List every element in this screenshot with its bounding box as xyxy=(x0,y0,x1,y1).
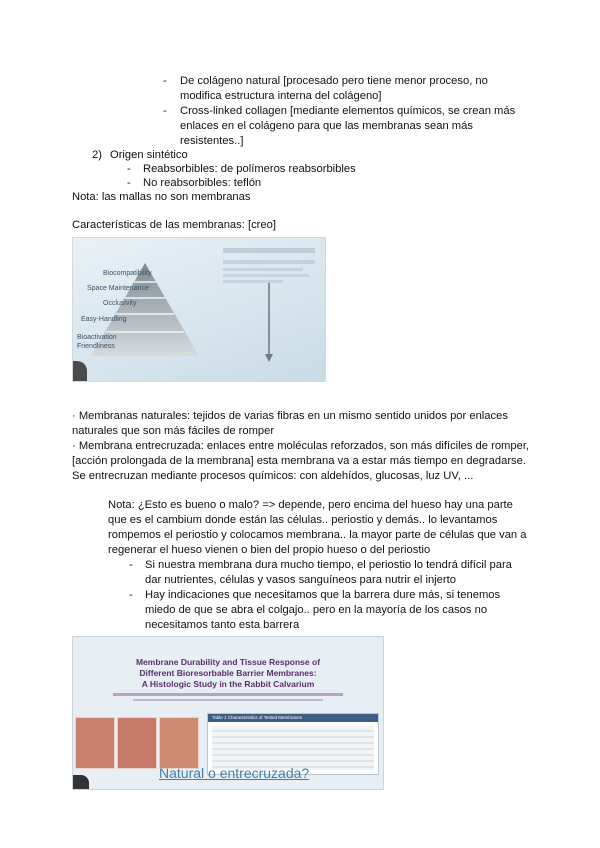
paragraph-text: Se entrecruzan mediante procesos químicos: con aldehídos, glucosas, luz UV, ... xyxy=(72,470,474,482)
bullet-text: No reabsorbibles: teflón xyxy=(143,177,262,189)
paragraph-text: [acción prolongada de la membrana] esta membrana va a estar más tiempo en degradarse. xyxy=(72,455,526,467)
slide-title-line: Membrane Durability and Tissue Response of xyxy=(135,657,321,667)
slide-caption: Natural o entrecruzada? xyxy=(159,765,310,781)
pyramid-label: Space Maintenance xyxy=(87,285,149,292)
author-line xyxy=(113,693,343,696)
silhouette-shape xyxy=(73,361,87,381)
table-header: Table 1 Characteristics of Tested Membranes xyxy=(208,714,378,722)
slide-title-line: Different Bioresorbable Barrier Membranes: xyxy=(139,668,317,678)
bullet-text: necesitamos tanto esta barrera xyxy=(145,619,300,631)
pyramid-figure xyxy=(73,238,325,381)
author-line xyxy=(133,699,323,701)
paragraph-heading: Características de las membranas: [creo] xyxy=(72,219,276,231)
bullet-text: resistentes..] xyxy=(180,135,244,147)
paragraph-text: · Membranas naturales: tejidos de varias fibras en un mismo sentido unidos por enlaces xyxy=(72,410,508,422)
section-heading: Origen sintético xyxy=(110,149,188,161)
dash-marker: - xyxy=(127,163,131,175)
pyramid-label: Friendliness xyxy=(77,343,115,350)
dash-marker: - xyxy=(129,589,133,601)
note-text: Nota: las mallas no son membranas xyxy=(72,191,251,203)
slide-title-line: A Histologic Study in the Rabbit Calvarium xyxy=(141,679,315,689)
study-slide-image xyxy=(72,636,384,790)
dash-marker: - xyxy=(127,177,131,189)
dash-marker: - xyxy=(163,75,167,87)
pyramid-slide-image xyxy=(72,237,326,382)
bullet-text: dar nutrientes, células y vasos sanguíneos para nutrir el injerto xyxy=(145,574,456,586)
paragraph-text: · Membrana entrecruzada: enlaces entre moléculas reforzados, son más difíciles de romper, xyxy=(72,440,530,452)
bullet-text: miedo de que se abra el colgajo.. pero en la mayoría de los casos no xyxy=(145,604,488,616)
bullet-text: enlaces en el colágeno para que las membranas sean más xyxy=(180,120,473,132)
dash-marker: - xyxy=(163,105,167,117)
note-text: rompemos el periostio y colocamos membrana.. la mayor parte de células que van a xyxy=(108,529,527,541)
table-rows xyxy=(212,726,374,770)
bullet-text: Cross-linked collagen [mediante elementos químicos, se crean más xyxy=(180,105,516,117)
paragraph-text: naturales que son más fáciles de romper xyxy=(72,425,275,437)
list-number: 2) xyxy=(92,149,102,161)
dash-marker: - xyxy=(129,559,133,571)
note-text: Nota: ¿Esto es bueno o malo? => depende, pero encima del hueso hay una parte xyxy=(108,499,513,511)
histology-photo xyxy=(75,717,115,769)
silhouette-shape xyxy=(73,775,89,789)
pyramid-label: Bioactivation xyxy=(77,334,117,341)
histology-photo xyxy=(117,717,157,769)
bullet-text: Hay indicaciones que necesitamos que la barrera dure más, si tenemos xyxy=(145,589,501,601)
pyramid-label: Biocompatibility xyxy=(103,270,152,277)
bullet-text: modifica estructura interna del colágeno] xyxy=(180,90,382,102)
bullet-text: Reabsorbibles: de polímeros reabsorbibles xyxy=(143,163,356,175)
note-text: regenerar el hueso vienen o bien del propio hueso o del periostio xyxy=(108,544,431,556)
histology-photo xyxy=(159,717,199,769)
bullet-text: De colágeno natural [procesado pero tiene menor proceso, no xyxy=(180,75,488,87)
pyramid-label: Easy-Handling xyxy=(81,316,127,323)
note-text: que es el cambium donde están las células.. periostio y demás.. lo levantamos xyxy=(108,514,498,526)
pyramid-label: Occlusivity xyxy=(103,300,137,307)
bullet-text: Si nuestra membrana dura mucho tiempo, el periostio lo tendrá difícil para xyxy=(145,559,512,571)
